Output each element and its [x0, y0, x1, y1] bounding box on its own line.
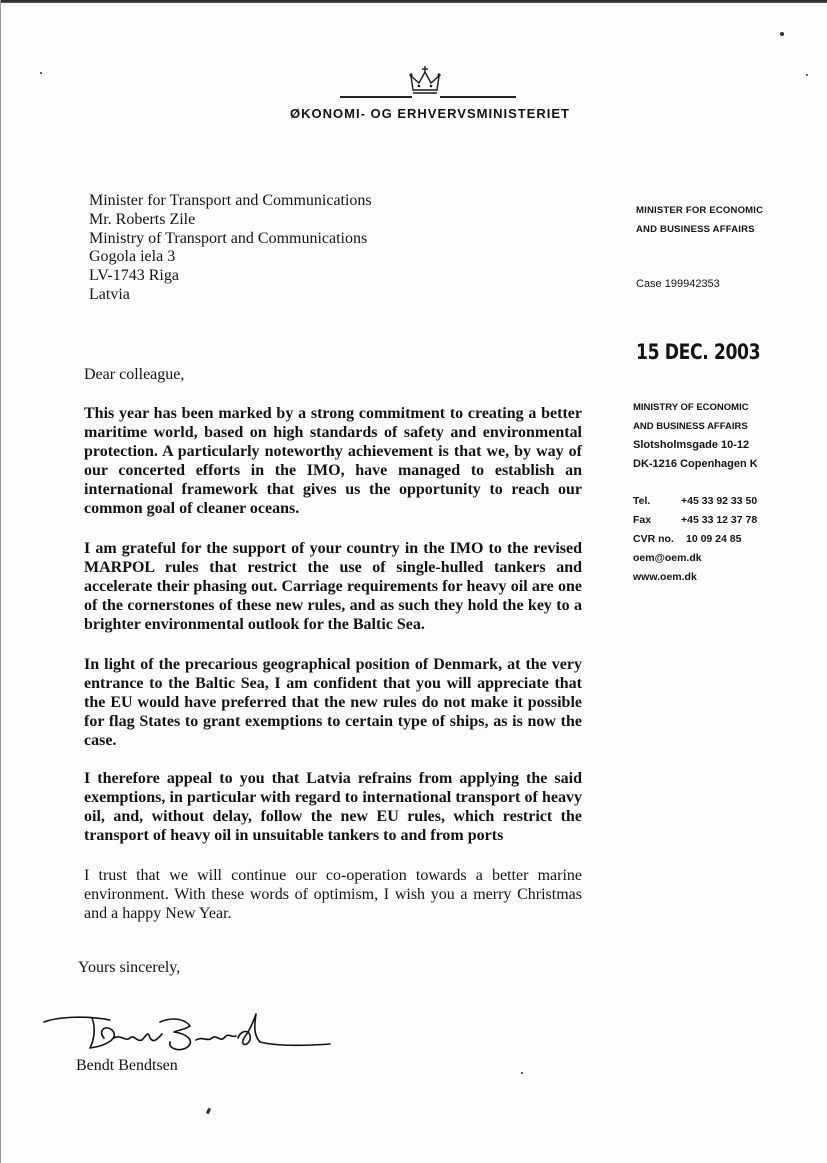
signer-name: Bendt Bendtsen [76, 1057, 178, 1074]
cvr-value: 10 09 24 85 [686, 533, 742, 545]
scan-speck [206, 1108, 211, 1115]
tel-label: Tel. [633, 495, 651, 507]
dept-line: AND BUSINESS AFFAIRS [633, 421, 748, 432]
scan-edge [0, 0, 827, 3]
street-address: Slotsholmsgade 10-12 [633, 439, 750, 451]
scan-edge-left [0, 0, 1, 1163]
dept-line: MINISTRY OF ECONOMIC [633, 402, 749, 413]
address-line: Minister for Transport and Communications [89, 192, 372, 209]
contact-details [633, 492, 757, 587]
ministry-name: ØKONOMI- OG ERHVERVSMINISTERIET [290, 106, 570, 121]
address-line: Mr. Roberts Zile [89, 210, 196, 228]
letterhead-rule-right [440, 96, 516, 98]
website-link[interactable]: www.oem.dk [633, 571, 697, 583]
email-link[interactable]: oem@oem.dk [633, 552, 702, 564]
date-stamp: 15 DEC. 2003 [636, 340, 761, 364]
scan-speck [521, 1072, 523, 1074]
body-paragraph: In light of the precarious geographical position of Denmark, at the very entrance to the Baltic Sea, I am confident that you will appreciate that the EU would have preferred that the new rules do not make it possible for flag States to grant exemptions to certain type of ships, as is now the case. [84, 656, 582, 749]
closing: Yours sincerely, [78, 959, 181, 976]
case-number: Case 199942353 [636, 278, 720, 290]
crown-crest-icon [408, 64, 442, 98]
signature-image [40, 1008, 332, 1056]
minister-title [636, 201, 763, 239]
minister-title-line: AND BUSINESS AFFAIRS [636, 224, 755, 235]
scan-speck [780, 32, 784, 36]
tel-row [633, 492, 757, 511]
address-line: LV-1743 Riga [89, 267, 179, 285]
city-address: DK-1216 Copenhagen K [633, 458, 758, 470]
address-line: Gogola iela 3 [89, 248, 176, 266]
body-paragraph: I therefore appeal to you that Latvia refrains from applying the said exemptions, in particular with regard to international transport of heavy oil, and, without delay, follow the new EU rules, which restrict the transport of heavy oil in unsuitable tankers to and from ports [84, 770, 582, 844]
tel-value: +45 33 92 33 50 [681, 495, 758, 507]
cvr-row [633, 530, 757, 549]
fax-row [633, 511, 757, 530]
letterhead-rule-left [340, 96, 412, 98]
ministry-address [633, 398, 758, 474]
cvr-label: CVR no. [633, 533, 674, 545]
recipient-address [89, 192, 372, 305]
body-paragraph: I am grateful for the support of your country in the IMO to the revised MARPOL rules that restrict the use of single-hulled tankers and accelerate their phasing out. Carriage requirements for heavy oil are one of the cornerstones of these new rules, and as such they hold the key to a brighter environmental outlook for the Baltic Sea. [84, 540, 582, 633]
minister-title-line: MINISTER FOR ECONOMIC [636, 205, 764, 216]
scan-speck [40, 72, 42, 74]
fax-value: +45 33 12 37 78 [681, 514, 758, 526]
address-line: Latvia [89, 285, 130, 303]
body-paragraph: I trust that we will continue our co-operation towards a better marine environment. With these words of optimism, I wish you a merry Christmas and a happy New Year. [84, 867, 582, 922]
scan-speck [806, 74, 808, 76]
salutation: Dear colleague, [84, 366, 185, 383]
address-line: Ministry of Transport and Communications [89, 229, 368, 247]
fax-label: Fax [633, 514, 652, 526]
body-paragraph: This year has been marked by a strong commitment to creating a better maritime world, based on high standards of safety and environmental protection. A particularly noteworthy achievement is that we, by way of our concerted efforts in the IMO, have managed to establish an international framework that gives us the opportunity to reach our common goal of cleaner oceans. [84, 405, 582, 517]
